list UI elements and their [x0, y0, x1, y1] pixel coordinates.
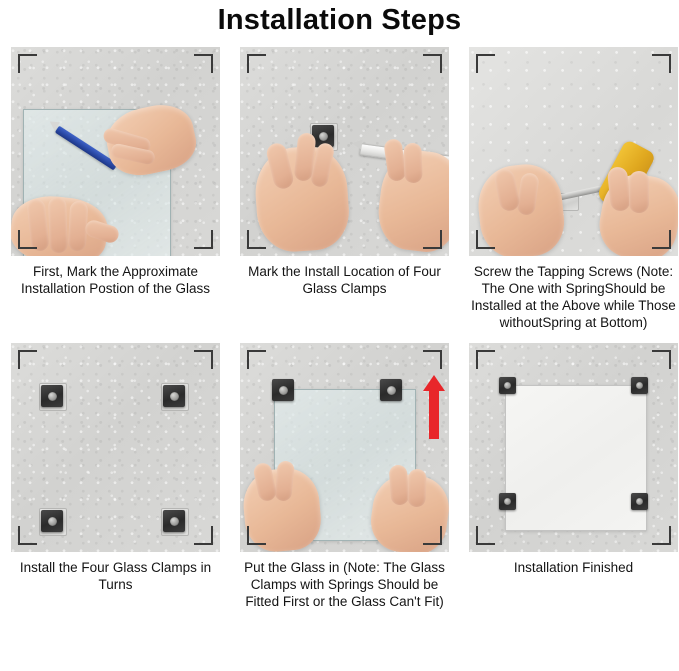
- crop-mark-top-right: [652, 54, 671, 73]
- finger: [629, 171, 649, 213]
- crop-mark-top-left: [18, 54, 37, 73]
- marker-tip-icon: [351, 138, 362, 149]
- step-image-2: [240, 47, 449, 256]
- crop-mark-bottom-right: [423, 526, 442, 545]
- crop-mark-top-right: [652, 350, 671, 369]
- finger: [403, 143, 422, 184]
- step-caption-1: First, Mark the Approximate Installation Postion of the Glass: [20, 264, 211, 296]
- step-image-5: [240, 343, 449, 552]
- crop-mark-bottom-left: [18, 230, 37, 249]
- crop-mark-top-right: [423, 54, 442, 73]
- crop-mark-top-right: [194, 54, 213, 73]
- step-image-4: [11, 343, 220, 552]
- crop-mark-bottom-left: [476, 526, 495, 545]
- step-card-4: [8, 343, 223, 610]
- glass-clamp: [631, 377, 648, 394]
- steps-grid: [0, 47, 679, 610]
- crop-mark-bottom-left: [247, 230, 266, 249]
- crop-mark-top-left: [247, 54, 266, 73]
- finger: [407, 469, 426, 508]
- glass-clamp: [499, 493, 516, 510]
- crop-mark-bottom-left: [247, 526, 266, 545]
- step-caption-3: Screw the Tapping Screws (Note: The One with SpringShould be Installed at the Above while Those withoutSpring at Bottom): [471, 264, 676, 330]
- step-image-3: [469, 47, 678, 256]
- crop-mark-bottom-left: [476, 230, 495, 249]
- crop-mark-top-right: [194, 350, 213, 369]
- crop-mark-bottom-right: [194, 526, 213, 545]
- direction-arrow-head-icon: [423, 375, 445, 391]
- glass-clamp: [41, 510, 63, 532]
- crop-mark-bottom-right: [194, 230, 213, 249]
- finger: [389, 464, 410, 505]
- glass-clamp: [499, 377, 516, 394]
- glass-clamp: [272, 379, 294, 401]
- glass-panel: [505, 385, 647, 531]
- crop-mark-top-left: [476, 54, 495, 73]
- crop-mark-bottom-right: [652, 230, 671, 249]
- glass-clamp: [163, 510, 185, 532]
- crop-mark-top-right: [423, 350, 442, 369]
- step-card-1: [8, 47, 223, 331]
- step-image-6: [469, 343, 678, 552]
- crop-mark-top-left: [247, 350, 266, 369]
- step-image-1: [11, 47, 220, 256]
- step-caption-4: Install the Four Glass Clamps in Turns: [19, 560, 212, 592]
- crop-mark-bottom-right: [423, 230, 442, 249]
- direction-arrow-shaft: [429, 391, 439, 439]
- step-caption-2: Mark the Install Location of Four Glass Clamps: [248, 264, 441, 296]
- finger: [48, 197, 68, 254]
- step-card-2: [237, 47, 452, 331]
- glass-clamp: [631, 493, 648, 510]
- crop-mark-top-left: [476, 350, 495, 369]
- glass-clamp: [163, 385, 185, 407]
- crop-mark-bottom-left: [18, 526, 37, 545]
- crop-mark-bottom-right: [652, 526, 671, 545]
- page-title: Installation Steps: [217, 4, 462, 36]
- step-caption-6: Installation Finished: [513, 560, 634, 575]
- glass-clamp: [41, 385, 63, 407]
- step-card-5: [237, 343, 452, 610]
- step-caption-5: Put the Glass in (Note: The Glass Clamps with Springs Should be Fitted First or the Glass Can't Fit): [244, 560, 445, 609]
- step-card-3: [466, 47, 679, 331]
- crop-mark-top-left: [18, 350, 37, 369]
- step-card-6: [466, 343, 679, 610]
- glass-clamp: [380, 379, 402, 401]
